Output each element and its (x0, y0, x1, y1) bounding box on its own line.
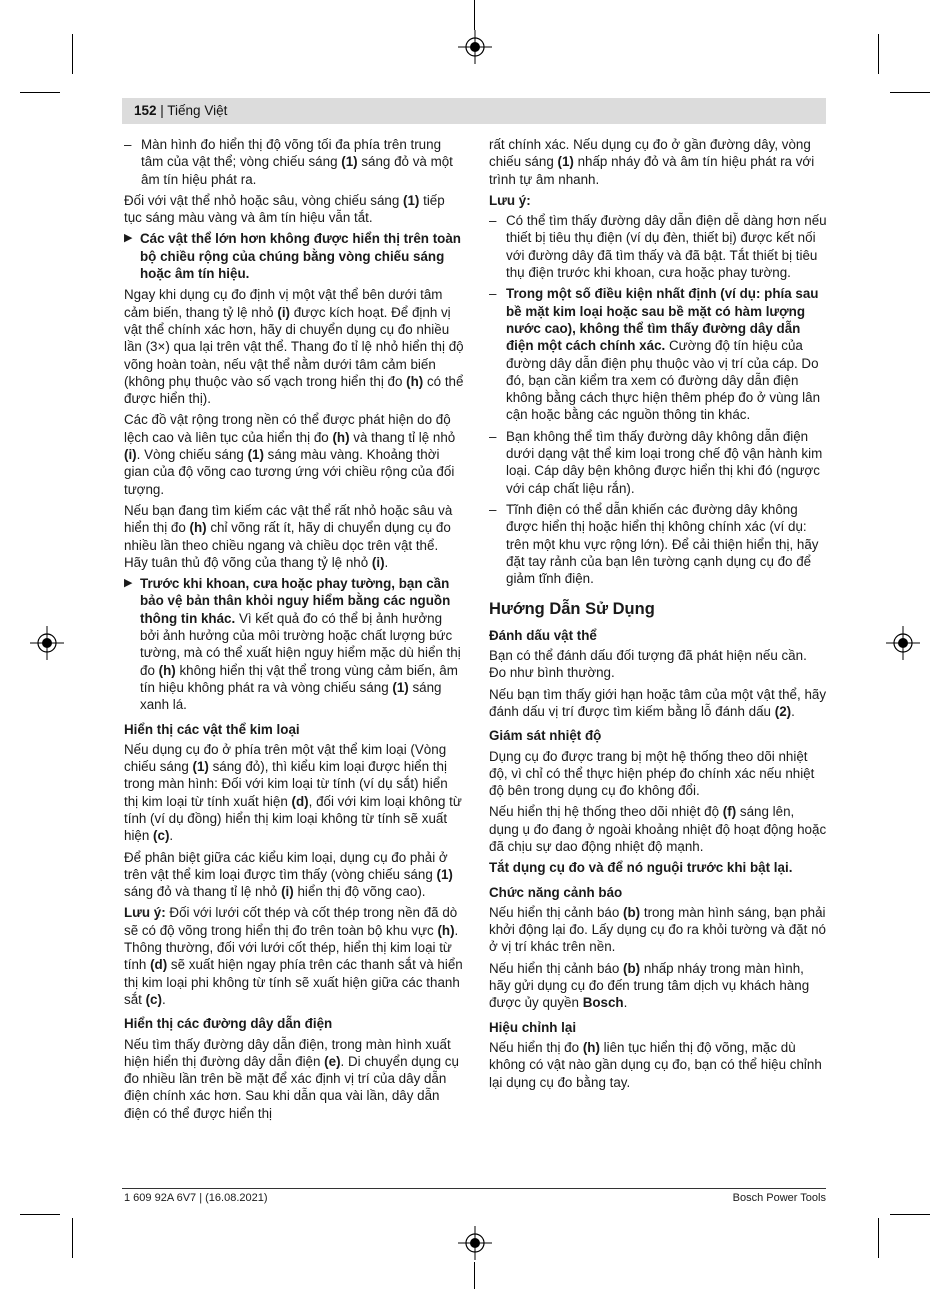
paragraph: Nếu hiển thị cảnh báo (b) nhấp nháy trong màn hình, hãy gửi dụng cụ đo đến trung tâm dịch vụ khách hàng được ủy quyền Bosch. (489, 960, 810, 1011)
paragraph: Nếu bạn đang tìm kiếm các vật thể rất nhỏ hoặc sâu và hiển thị đo (h) chỉ võng rất ít, hãy di chuyển dụng cụ đo nhiều lần theo chiều ngang và chiều dọc trên vật thể. Hãy tuân thủ độ võng của thang tỷ lệ nhỏ (i). (124, 502, 453, 570)
paragraph: rất chính xác. Nếu dụng cụ đo ở gần đường dây, vòng chiếu sáng (1) nhấp nháy đỏ và âm tín hiệu phát ra với trình tự âm nhanh. (489, 137, 815, 187)
subheading: Hiển thị các vật thể kim loại (124, 721, 300, 737)
dash-marker: – (489, 501, 497, 517)
dash-marker: – (489, 286, 497, 302)
dash-marker: – (489, 213, 497, 229)
list-item: – Bạn không thể tìm thấy đường dây không dẫn điện dưới dạng vật thể kim loại trong chế độ vận hành kim loại. Cáp dây bện không được hiển thị khi đó (ngược với cáp chất liệu rắn). (489, 428, 823, 496)
arrow-marker-icon: ▶ (124, 577, 133, 590)
registration-mark-icon (458, 30, 492, 64)
paragraph: Để phân biệt giữa các kiểu kim loại, dụng cụ đo phải ở trên vật thể kim loại được tìm thấy (vòng chiếu sáng (1) sáng đỏ và thang tỉ lệ nhỏ (i) hiển thị độ võng cao). (124, 849, 453, 900)
list-item: – Tĩnh điện có thể dẫn khiến các đường dây không được hiển thị hoặc hiển thị không chính xác (ví dụ: trên một khu vực rộng lớn). Để cải thiện hiển thị, hãy đặt tay rảnh của bạn lên tường cạnh dụng cụ đo để giảm tĩnh điện. (489, 501, 819, 587)
dash-marker: – (124, 137, 132, 152)
page-header (122, 98, 826, 124)
paragraph: Nếu hiển thị đo (h) liên tục hiển thị độ võng, mặc dù không có vật nào gần dụng cụ đo, bạn có thể hiệu chỉnh lại dụng cụ đo bằng tay. (489, 1039, 822, 1090)
paragraph: Các đồ vật rộng trong nền có thể được phát hiện do độ lệch cao và liên tục của hiển thị đo (h) và thang tỉ lệ nhỏ (i). Vòng chiếu sáng (1) sáng màu vàng. Khoảng thời gian của độ võng cao tương ứng với chiều rộng của đối tượng. (124, 412, 456, 497)
crop-mark (890, 1214, 930, 1215)
footer-divider (122, 1188, 826, 1189)
paragraph: Ngay khi dụng cụ đo định vị một vật thể bên dưới tâm cảm biến, thang tỷ lệ nhỏ (i) được kích hoạt. Để định vị vật thể chính xác hơn, hãy di chuyển dụng cụ đo nhiều lần (3×) qua lại trên vật thể. Thang đo tỉ lệ nhỏ hiển thị độ võng hoàn toàn, nếu vật thể nằm dưới tâm cảm biến (không phụ thuộc vào số vạch trong hiển thị đo (h) có thể được hiển thị). (124, 287, 464, 407)
crop-mark (474, 0, 475, 30)
dash-marker: – (489, 428, 497, 444)
paragraph: Nếu hiển thị cảnh báo (b) trong màn hình sáng, bạn phải khởi động lại đo. Lấy dụng cụ đo ra khỏi tường và đặt nó ở vị trí khác trên nền. (489, 904, 826, 955)
paragraph: Lưu ý: Đối với lưới cốt thép và cốt thép trong nền đã dò sẽ có độ võng trong hiển thị đo trên toàn bộ khu vực (h). Thông thường, đối với lưới cốt thép, hiển thị kim loại từ tính (d) sẽ xuất hiện ngay phía trên các thanh sắt và hiển thị kim loại phi không từ tính sẽ xuất hiện giữa các thanh sắt (c). (124, 905, 463, 1007)
crop-mark (72, 34, 73, 74)
paragraph: Đối với vật thể nhỏ hoặc sâu, vòng chiếu sáng (1) tiếp tục sáng màu vàng và âm tín hiệu vẫn tắt. (124, 192, 445, 226)
footer-doc-number: 1 609 92A 6V7 | (16.08.2021) (124, 1192, 268, 1204)
footer-brand: Bosch Power Tools (732, 1192, 826, 1204)
header-separator: | (156, 103, 168, 118)
crop-mark (474, 1262, 475, 1289)
list-item: – Màn hình đo hiển thị độ võng tối đa phía trên trung tâm của vật thể; vòng chiếu sáng (1) sáng đỏ và một âm tín hiệu phát ra. (124, 137, 453, 187)
crop-mark (20, 92, 60, 93)
left-column (124, 136, 464, 1126)
paragraph: Nếu bạn tìm thấy giới hạn hoặc tâm của một vật thể, hãy đánh dấu vị trí được tìm kiếm bằng lỗ đánh dấu (2). (489, 686, 827, 719)
subheading: Hiệu chỉnh lại (489, 1019, 577, 1035)
list-item: – Trong một số điều kiện nhất định (ví dụ: phía sau bề mặt kim loại hoặc sau bề mặt có hàm lượng nước cao), không thể tìm thấy đường dây dẫn điện một cách chính xác. Cường độ tín hiệu của đường dây dẫn điện phụ thuộc vào vị trí của cáp. Do đó, bạn cần kiểm tra xem có đường dây dẫn điện không bằng cách thực hiện thêm phép đo ở vùng lân cận hoặc bằng các nguồn thông tin khác. (489, 286, 821, 423)
section-heading: Hướng Dẫn Sử Dụng (489, 600, 655, 619)
paragraph: Tắt dụng cụ đo và để nó nguội trước khi bật lại. (489, 860, 793, 876)
paragraph: Bạn có thể đánh dấu đối tượng đã phát hiện nếu cần. Đo như bình thường. (489, 648, 807, 681)
paragraph: Nếu dụng cụ đo ở phía trên một vật thể kim loại (Vòng chiếu sáng (1) sáng đỏ), thì kiểu kim loại được hiển thị trong màn hình: Đối với kim loại từ tính (ví dụ sắt) hiển thị kim loại từ tính xuất hiện (d), đối với kim loại không từ tính (ví dụ đồng) hiển thị kim loại không từ tính sẽ xuất hiện (c). (124, 741, 462, 844)
arrow-marker-icon: ▶ (124, 232, 133, 245)
registration-mark-icon (458, 1226, 492, 1260)
crop-mark (72, 1218, 73, 1258)
right-column (489, 136, 827, 1095)
subheading: Giám sát nhiệt độ (489, 728, 602, 744)
crop-mark (20, 1214, 60, 1215)
subheading: Chức năng cảnh báo (489, 884, 623, 900)
paragraph: Dụng cụ đo được trang bị một hệ thống theo dõi nhiệt độ, vì chỉ có thể thực hiện phép đo chính xác nếu nhiệt độ bên trong dụng cụ đo không đổi. (489, 748, 815, 799)
paragraph: Nếu hiển thị hệ thống theo dõi nhiệt độ (f) sáng lên, dụng ụ đo đang ở ngoài khoảng nhiệt độ hoạt động hoặc đã chịu sự dao động nhiệt độ mạnh. (489, 804, 827, 854)
crop-mark (890, 92, 930, 93)
subheading: Hiển thị các đường dây dẫn điện (124, 1016, 333, 1032)
page-number: 152 (134, 103, 157, 118)
warning-item: ▶ Các vật thể lớn hơn không được hiển thị trên toàn bộ chiều rộng của chúng bằng vòng chiếu sáng hoặc âm tín hiệu. (124, 231, 461, 282)
list-item: – Có thể tìm thấy đường dây dẫn điện dễ dàng hơn nếu thiết bị tiêu thụ điện (ví dụ đèn, thiết bị) được kết nối với đường dây đã tìm thấy và đã bật. Tắt thiết bị tiêu thụ điện trước khi khoan, cưa hoặc phay tường. (489, 213, 827, 281)
subheading: Đánh dấu vật thể (489, 627, 597, 643)
registration-mark-icon (886, 626, 920, 660)
header-language: Tiếng Việt (167, 103, 228, 118)
page-header-text (134, 103, 227, 118)
note-label: Lưu ý: (489, 192, 531, 208)
registration-mark-icon (30, 626, 64, 660)
paragraph: Nếu tìm thấy đường dây dẫn điện, trong màn hình xuất hiện hiển thị đường dây dẫn điện (e). Di chuyển dụng cụ đo nhiều lần trên bề mặt để xác định vị trí của dây dẫn điện chính xác hơn. Sau khi dẫn qua vài lần, dây dẫn điện có thể được hiển thị (124, 1036, 459, 1121)
crop-mark (878, 1218, 879, 1258)
warning-item: ▶ Trước khi khoan, cưa hoặc phay tường, bạn cần bảo vệ bản thân khỏi nguy hiểm bằng các nguồn thông tin khác. Vì kết quả đo có thể bị ảnh hưởng bởi ảnh hưởng của môi trường hoặc chất lượng bức tường, mà có thể xuất hiện nguy hiểm mặc dù hiển thị đo (h) không hiển thị vật thể trong vùng cảm biến, âm tín hiệu không phát ra và vòng chiếu sáng (1) sáng xanh lá. (124, 576, 461, 713)
crop-mark (878, 34, 879, 74)
